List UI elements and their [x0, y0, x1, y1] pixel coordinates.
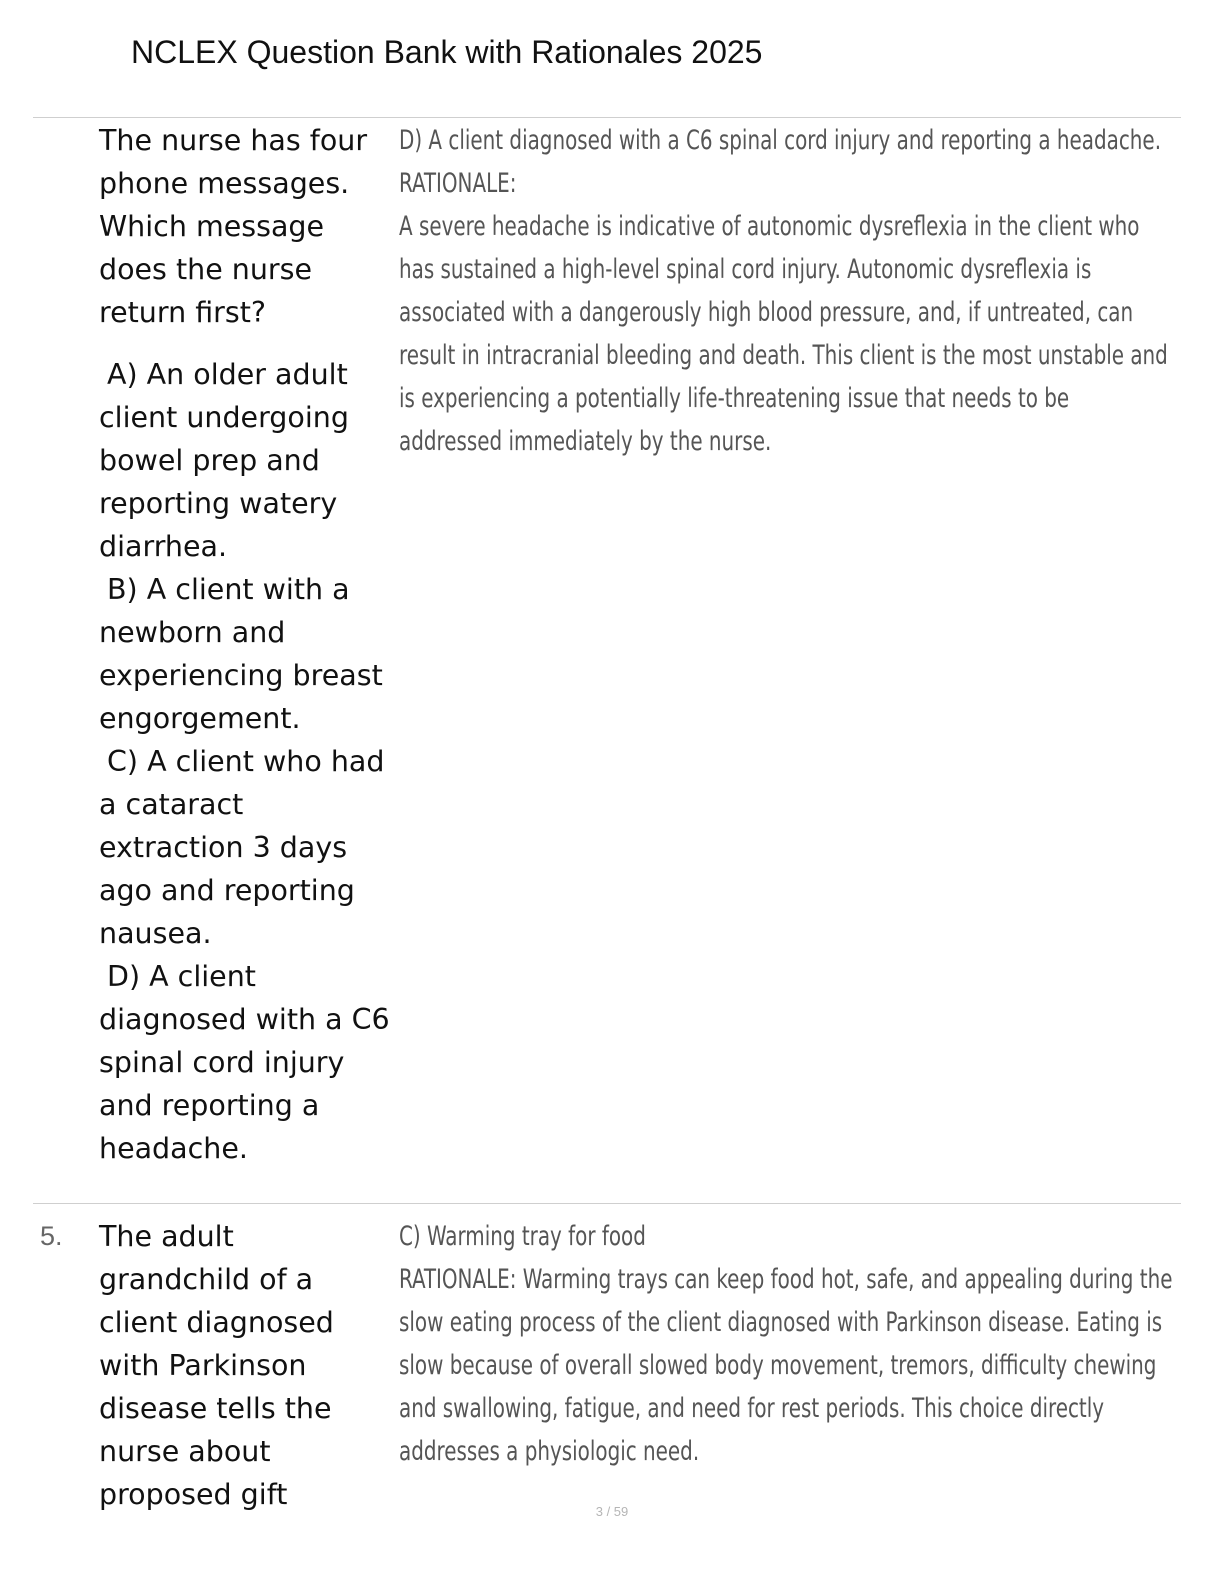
question-4-answer: D) A client diagnosed with a C6 spinal cord injury and reporting a headache. — [399, 125, 1162, 156]
question-4-option-d: D) A client diagnosed with a C6 spinal cord injury and reporting a headache. — [99, 960, 390, 1165]
answer-4-column — [399, 119, 1174, 463]
question-4-option-a: A) An older adult client undergoing bowel prep and reporting watery diarrhea. — [99, 358, 349, 563]
question-4-column — [99, 119, 391, 1170]
document-title: NCLEX Question Bank with Rationales 2025 — [131, 34, 763, 70]
question-4-rationale-text: A severe headache is indicative of autonomic dysreflexia in the client who has sustained a high-level spinal cord injury. Autonomic dysreflexia is associated with a dangerously high blood pressure, and, if untreated, can result in intracranial bleeding and death. This client is the most unstable and is experiencing a potentially life-threatening issue that needs to be addressed immediately by the nurse. — [399, 211, 1168, 457]
question-5-rationale: RATIONALE: Warming trays can keep food hot, safe, and appealing during the slow eating process of the client diagnosed with Parkinson disease. Eating is slow because of overall slowed body movement, tremors, difficulty chewing and swallowing, fatigue, and need for rest periods. This choice directly addresses a physiologic need. — [399, 1264, 1173, 1467]
question-4-rationale-label: RATIONALE: — [399, 168, 517, 199]
divider-top — [33, 117, 1181, 118]
question-4-option-c: C) A client who had a cataract extraction 3 days ago and reporting nausea. — [99, 745, 385, 950]
question-5-number: 5. — [40, 1221, 63, 1251]
divider-middle — [33, 1203, 1181, 1204]
question-5-stem: The adult grandchild of a client diagnosed with Parkinson disease tells the nurse about proposed gift — [99, 1220, 334, 1511]
question-5-column — [99, 1215, 391, 1516]
question-4-stem: The nurse has four phone messages. Which message does the nurse return first? — [99, 124, 368, 329]
question-4-option-b: B) A client with a newborn and experiencing breast engorgement. — [99, 573, 383, 735]
question-5-answer: C) Warming tray for food — [399, 1221, 646, 1252]
page-number: 3 / 59 — [595, 1504, 629, 1519]
answer-5-column — [399, 1215, 1174, 1473]
